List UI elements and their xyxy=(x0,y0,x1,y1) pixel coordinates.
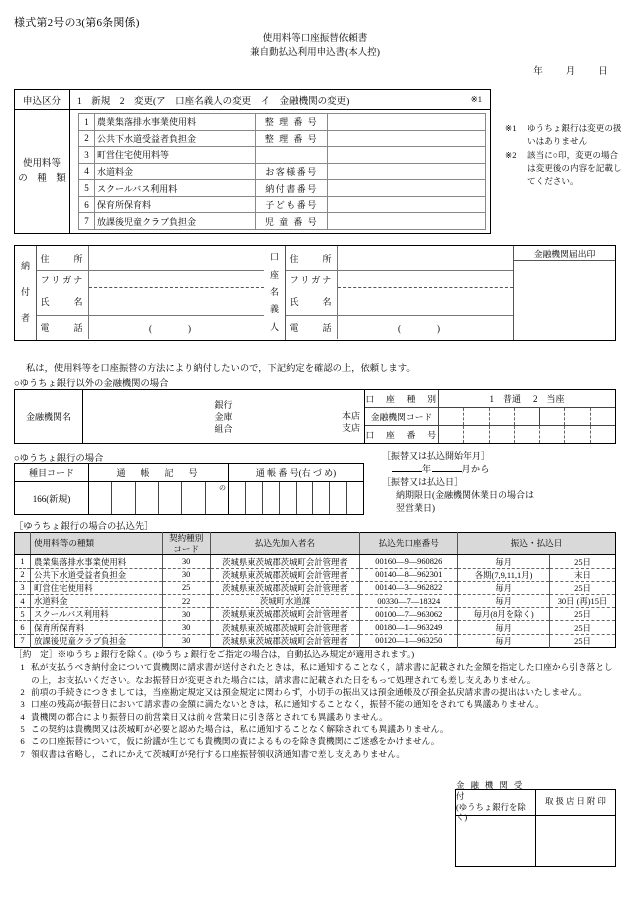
title-line-1: 使用料等口座振替依頼書 xyxy=(262,34,368,44)
yucho-number-cell[interactable] xyxy=(280,482,297,514)
account-number-cell[interactable] xyxy=(464,426,489,443)
holder-address-label: 住 所 xyxy=(286,246,338,270)
payee-table-row xyxy=(15,634,616,647)
account-number-cell[interactable] xyxy=(515,426,540,443)
payee-cell-kind: 水道料金 xyxy=(30,595,162,608)
fee-type-number: 7 xyxy=(79,213,95,230)
financial-institution-block xyxy=(14,389,616,444)
yucho-code-value: 166(新規) xyxy=(15,482,89,514)
payee-cell-no: 3 xyxy=(15,581,31,594)
financial-institution-name-input[interactable] xyxy=(83,390,365,443)
payee-header-no xyxy=(15,533,31,555)
yucho-symbol-cell[interactable] xyxy=(159,482,182,514)
payee-table-head xyxy=(15,533,616,555)
payee-cell-code: 30 xyxy=(162,634,210,647)
application-type-label: 申込区分 xyxy=(15,90,70,109)
yucho-symbol-header: 通 帳 記 号 xyxy=(89,464,229,481)
payee-cell-cycle: 毎月 xyxy=(458,555,550,568)
subheading-payee-table: ［ゆうちょ銀行の場合の払込先］ xyxy=(14,522,154,532)
payer-label-char-2: 付 xyxy=(20,287,30,298)
form-code: 様式第2号の3(第6条関係) xyxy=(14,17,140,29)
holder-address-row xyxy=(286,246,513,271)
document-title xyxy=(0,33,630,61)
fee-type-field-label: 納付書番号 xyxy=(256,180,328,197)
payee-cell-cycle: 毎月 xyxy=(458,634,550,647)
payee-header-code xyxy=(162,533,210,555)
fee-type-name: 放課後児童クラブ負担金 xyxy=(95,213,256,230)
payee-cell-cycle: 各期(7,9,11,1月) xyxy=(458,568,550,581)
date-month-label: 月 xyxy=(565,67,576,77)
fee-type-field-label: 子ども番号 xyxy=(256,196,328,213)
holder-label-char-4: 義 xyxy=(269,304,279,315)
institution-kind-kinko: 金庫 xyxy=(214,411,233,422)
payee-cell-code: 30 xyxy=(162,555,210,568)
payee-table-row xyxy=(15,568,616,581)
fee-type-name: 水道料金 xyxy=(95,163,256,180)
bank-code-cell[interactable] xyxy=(464,408,489,425)
payer-furigana-row xyxy=(37,271,264,288)
payee-cell-kind: スクールバス利用料 xyxy=(30,608,162,621)
bank-code-row xyxy=(365,408,615,426)
yucho-passbook-block xyxy=(14,463,364,515)
fee-types-label-line-1: 使用料等 xyxy=(22,159,61,170)
payee-cell-kind: 農業集落排水事業使用料 xyxy=(30,555,162,568)
yucho-symbol-cell[interactable] xyxy=(182,482,205,514)
payee-cell-cycle: 毎月(8月を除く) xyxy=(458,608,550,621)
payee-cell-code: 30 xyxy=(162,621,210,634)
payee-header-code-line-2: コード xyxy=(173,543,200,554)
account-detail-grid xyxy=(365,390,615,443)
transfer-start-label: ［振替又は払込開始年月］ xyxy=(382,451,491,461)
payee-cell-account: 00140—3—962822 xyxy=(360,581,458,594)
payee-cell-account: 00100—7—963062 xyxy=(360,608,458,621)
fee-type-number: 6 xyxy=(79,196,95,213)
fee-type-field-label: 整 理 番 号 xyxy=(256,114,328,131)
fee-type-row[interactable] xyxy=(79,196,486,213)
fee-type-number: 5 xyxy=(79,180,95,197)
payer-furigana-label: フリガナ xyxy=(37,271,89,288)
payee-cell-name: 茨城町水道課 xyxy=(210,595,360,608)
transfer-day-text-line-2: 翌営業日) xyxy=(396,503,435,514)
bank-code-cell[interactable] xyxy=(490,408,515,425)
payee-cell-kind: 放課後児童クラブ負担金 xyxy=(30,634,162,647)
payee-table-row xyxy=(15,621,616,634)
yucho-number-cell[interactable] xyxy=(347,482,363,514)
agreement-item-number: 1 xyxy=(20,662,25,673)
receipt-header-line-2: (ゆうちょ銀行を除く) xyxy=(456,802,526,823)
yucho-number-cell[interactable] xyxy=(263,482,280,514)
application-type-options[interactable] xyxy=(70,90,490,109)
fee-type-row[interactable] xyxy=(79,147,486,164)
transfer-start-month-blank[interactable] xyxy=(432,471,462,472)
handling-header: 取 扱 店 日 附 印 xyxy=(536,790,615,816)
payee-cell-account: 00160—9—960826 xyxy=(360,555,458,568)
payer-address-input[interactable] xyxy=(89,246,264,270)
payer-vertical-label xyxy=(15,246,37,340)
account-number-cell[interactable] xyxy=(540,426,565,443)
fee-type-field-label: お客様番号 xyxy=(256,163,328,180)
yucho-body-row xyxy=(15,482,363,514)
payer-furigana-input[interactable] xyxy=(89,271,264,288)
yucho-code-header: 種目コード xyxy=(15,464,89,481)
payee-cell-name: 茨城県東茨城郡茨城町会計管理者 xyxy=(210,581,360,594)
payee-cell-name: 茨城県東茨城郡茨城町会計管理者 xyxy=(210,555,360,568)
holder-fields xyxy=(286,246,513,340)
fee-type-name: 町営住宅使用料等 xyxy=(95,147,256,164)
agreement-item xyxy=(14,686,620,698)
agreement-item-text: この口座振替について，仮に紛議が生じても貴機関の責によるものを除き貴機関にご迷惑をかけません。 xyxy=(31,736,440,747)
application-note-mark: ※1 xyxy=(470,94,482,104)
fee-type-value-input[interactable] xyxy=(328,130,486,147)
fee-types-list xyxy=(70,110,490,233)
yucho-schedule-note xyxy=(382,450,622,515)
agreement-item xyxy=(14,748,620,760)
fee-type-name: 農業集落排水事業使用料 xyxy=(95,114,256,131)
institution-kind-options xyxy=(214,398,232,434)
holder-name-label: 氏 名 xyxy=(286,288,338,315)
fee-types-label-line-2: の 種 類 xyxy=(18,173,66,184)
payee-table-row xyxy=(15,608,616,621)
agreement-items xyxy=(14,661,620,760)
date-day-label: 日 xyxy=(598,67,608,77)
payer-name-label: 氏 名 xyxy=(37,288,89,315)
payee-table-row xyxy=(15,581,616,594)
branch-main-label: 本店 xyxy=(341,410,360,421)
agreement-item-text: 領収書は省略し，これにかえて茨城町が発行する口座振替領収済通知書で差し支えありません。 xyxy=(31,748,406,759)
fee-type-number: 3 xyxy=(79,147,95,164)
transfer-start-year-blank[interactable] xyxy=(392,471,422,472)
agreement-heading: ［約 定］※ゆうちょ銀行を除く。(ゆうちょ銀行をご指定の場合は，自動払込み規定が適用されます。) xyxy=(14,649,415,659)
side-note-1-text: ゆうちょ銀行は変更の扱いはありません xyxy=(527,123,622,146)
side-note-1 xyxy=(505,122,625,148)
receipt-stamp-box xyxy=(455,780,616,867)
institution-kind-bank: 銀行 xyxy=(214,399,233,410)
fee-type-field-label: 児 童 番 号 xyxy=(256,213,328,230)
title-line-2: 兼自動払込利用申込書(本人控) xyxy=(250,47,380,58)
fee-types-table xyxy=(78,113,486,230)
payee-cell-kind: 保育所保育料 xyxy=(30,621,162,634)
payer-tel-input[interactable] xyxy=(89,316,264,339)
bank-code-cell[interactable] xyxy=(515,408,540,425)
account-type-option-toza: 2 当座 xyxy=(533,394,565,404)
receipt-header-line-1: 金 融 機 関 受 付 xyxy=(456,780,525,801)
payee-cell-account: 00330—7—18324 xyxy=(360,595,458,608)
holder-furigana-label: フリガナ xyxy=(286,271,338,288)
payer-tel-paren: ( ) xyxy=(149,323,197,333)
payer-fields xyxy=(37,246,264,340)
payee-cell-cycle: 毎月 xyxy=(458,621,550,634)
fee-type-number: 1 xyxy=(79,114,95,131)
payee-cell-name: 茨城県東茨城郡茨城町会計管理者 xyxy=(210,634,360,647)
payer-label-char-3: 者 xyxy=(20,313,30,324)
transfer-start-year-label: 年 xyxy=(422,464,432,475)
fee-type-value-input[interactable] xyxy=(328,147,486,164)
receipt-column xyxy=(456,780,536,866)
bank-code-input-cells[interactable] xyxy=(439,408,615,425)
transfer-day-label: ［振替又は払込日］ xyxy=(382,477,464,488)
agreement-item xyxy=(14,723,620,735)
holder-tel-paren: ( ) xyxy=(398,323,446,333)
transfer-start-input[interactable] xyxy=(382,463,622,476)
payer-tel-row xyxy=(37,316,264,339)
side-note-2 xyxy=(505,149,625,188)
holder-label-char-1: 口 xyxy=(269,252,279,263)
agreement-item-text: 私が支払うべき納付金について貴機関に請求書が送付されたときは，私に通知することなく，請求書に記載された金額を指定した口座から引き落としの上，お支払いください。なお振替日が変更された場合には，請求書に記載された日をもって処理されても差し支えありません。 xyxy=(31,662,613,685)
account-type-label: 口 座 種 別 xyxy=(365,390,439,407)
account-number-cell[interactable] xyxy=(591,426,615,443)
holder-vertical-label xyxy=(264,246,286,340)
payee-cell-code: 30 xyxy=(162,568,210,581)
payee-header-row xyxy=(15,533,616,555)
payee-cell-no: 2 xyxy=(15,568,31,581)
payee-table xyxy=(14,532,616,648)
payee-cell-day: 25日 xyxy=(550,555,616,568)
yucho-number-header: 通 帳 番 号(右 づ め) xyxy=(255,468,337,478)
holder-address-input[interactable] xyxy=(338,246,513,270)
fee-type-value-input[interactable] xyxy=(328,213,486,230)
payee-cell-name: 茨城県東茨城郡茨城町会計管理者 xyxy=(210,568,360,581)
account-type-row xyxy=(365,390,615,408)
side-note-2-text: 該当に○印，変更の場合は変更後の内容を記載してください。 xyxy=(527,149,622,186)
agreement-item-text: 前項の手続きにつきましては，当座勘定規定又は預金規定に関わらず，小切手の振出又は預金通帳及び預金払戻請求書の提出はいたしません。 xyxy=(31,687,587,698)
payee-cell-code: 22 xyxy=(162,595,210,608)
agreement-item-text: 口座の残高が振替日において請求書の金額に満たないときは，私に通知することなく，振替不能の通知をされても異議ありません。 xyxy=(31,699,544,710)
account-type-options[interactable] xyxy=(439,390,615,407)
bank-code-cell[interactable] xyxy=(540,408,565,425)
yucho-symbol-cell[interactable] xyxy=(136,482,159,514)
payee-cell-day: 末日 xyxy=(550,568,616,581)
account-number-input-cells[interactable] xyxy=(439,426,615,443)
fee-type-field-label: 整 理 番 号 xyxy=(256,130,328,147)
payee-header-account: 払込先口座番号 xyxy=(360,533,458,555)
yucho-symbol-cells[interactable] xyxy=(89,482,229,514)
yucho-number-cell[interactable] xyxy=(330,482,347,514)
financial-institution-label: 金融機関名 xyxy=(15,390,83,443)
payee-table-row xyxy=(15,595,616,608)
fee-type-row[interactable] xyxy=(79,180,486,197)
payee-cell-account: 00120—1—963250 xyxy=(360,634,458,647)
payee-header-kind: 使用料等の種類 xyxy=(30,533,162,555)
payee-cell-code: 30 xyxy=(162,608,210,621)
payer-address-row xyxy=(37,246,264,271)
agreement-item-text: 貴機関の都合により振替日の前営業日又は前々営業日に引き落とされても異議ありません。 xyxy=(31,711,388,722)
payer-name-row xyxy=(37,288,264,316)
handling-column xyxy=(536,790,615,866)
handling-stamp-area[interactable] xyxy=(536,816,615,866)
subheading-yucho: ○ゆうちょ銀行の場合 xyxy=(14,454,104,464)
payee-table-row xyxy=(15,555,616,568)
fee-type-row[interactable] xyxy=(79,163,486,180)
payee-cell-cycle: 毎月 xyxy=(458,581,550,594)
yucho-symbol-cell[interactable] xyxy=(89,482,112,514)
yucho-number-cell[interactable] xyxy=(313,482,330,514)
fee-type-name: スクールバス利用料 xyxy=(95,180,256,197)
fee-type-row[interactable] xyxy=(79,130,486,147)
side-note-1-mark: ※1 xyxy=(505,123,517,133)
institution-kind-kumiai: 組合 xyxy=(214,423,233,434)
receipt-stamp-area[interactable] xyxy=(456,816,535,866)
bank-code-label: 金融機関コード xyxy=(365,408,439,425)
holder-tel-label: 電 話 xyxy=(286,316,338,339)
yucho-number-cells[interactable] xyxy=(229,482,363,514)
application-and-fee-types-block xyxy=(14,89,491,234)
fee-type-row[interactable] xyxy=(79,114,486,131)
yucho-number-cell[interactable] xyxy=(246,482,263,514)
payee-cell-no: 4 xyxy=(15,595,31,608)
account-number-cell[interactable] xyxy=(565,426,590,443)
payer-tel-label: 電 話 xyxy=(37,316,89,339)
yucho-no-mark: の xyxy=(218,484,226,492)
payee-cell-day: 30日 (再)15日 xyxy=(550,595,616,608)
bank-code-cell[interactable] xyxy=(565,408,590,425)
agreement-item-number: 2 xyxy=(20,687,25,698)
bank-code-cell[interactable] xyxy=(439,408,464,425)
payee-cell-day: 25日 xyxy=(574,636,591,646)
payee-header-code-line-1: 契約種別 xyxy=(168,533,204,543)
payee-cell-kind: 町営住宅使用料 xyxy=(30,581,162,594)
agreement-item-number: 6 xyxy=(20,736,25,747)
fee-type-number: 4 xyxy=(79,163,95,180)
fee-type-name: 保育所保育料 xyxy=(95,196,256,213)
subheading-non-yucho: ○ゆうちょ銀行以外の金融機関の場合 xyxy=(14,379,169,389)
application-type-row xyxy=(15,90,490,110)
yucho-symbol-cell[interactable] xyxy=(112,482,135,514)
payee-cell-cycle: 毎月 xyxy=(458,595,550,608)
holder-name-row xyxy=(286,288,513,316)
fee-type-value-input[interactable] xyxy=(328,196,486,213)
fee-type-value-input[interactable] xyxy=(328,180,486,197)
agreement-item-number: 5 xyxy=(20,724,25,735)
payee-table-body xyxy=(15,555,616,647)
fee-type-field-label xyxy=(256,147,328,164)
agreement-item-number: 3 xyxy=(20,699,25,710)
agreement-item-text: この契約は貴機関又は茨城町が必要と認めた場合は，私に通知することなく解除されても異議ありません。 xyxy=(31,724,449,735)
application-options-text: 1 新規 2 変更(ア 口座名義人の変更 イ 金融機関の変更) xyxy=(77,96,350,107)
agreement-item-number: 4 xyxy=(20,711,25,722)
yucho-number-cell[interactable] xyxy=(297,482,314,514)
transfer-start-month-label: 月から xyxy=(461,464,491,475)
payee-cell-account: 00180—1—963249 xyxy=(360,621,458,634)
date-year-label: 年 xyxy=(533,67,543,77)
fee-types-row xyxy=(15,110,490,233)
fee-type-value-input[interactable] xyxy=(328,163,486,180)
fee-type-row[interactable] xyxy=(79,213,486,230)
yucho-symbol-cell-no[interactable] xyxy=(206,482,228,514)
payee-cell-no: 5 xyxy=(15,608,31,621)
agreement-section xyxy=(14,648,620,760)
payer-name-input[interactable] xyxy=(89,288,264,315)
holder-tel-input[interactable] xyxy=(338,316,513,339)
account-type-option-futsu: 1 普通 xyxy=(489,394,521,404)
fee-types-label xyxy=(15,110,70,233)
branch-sub-label: 支店 xyxy=(341,423,360,433)
agreement-item xyxy=(14,661,620,686)
fee-type-number: 2 xyxy=(79,130,95,147)
payee-cell-day: 25日 xyxy=(550,608,616,621)
agreement-item-number: 7 xyxy=(20,748,25,759)
branch-options xyxy=(342,399,364,434)
seal-header-label: 金融機関届出印 xyxy=(514,246,615,261)
payee-cell-code: 25 xyxy=(162,581,210,594)
payee-cell-day: 25日 xyxy=(550,581,616,594)
payee-cell-name: 茨城県東茨城郡茨城町会計管理者 xyxy=(210,608,360,621)
holder-furigana-row xyxy=(286,271,513,288)
payee-cell-no: 6 xyxy=(15,621,31,634)
holder-furigana-input[interactable] xyxy=(338,271,513,288)
transfer-day-text-line-1: 納期限日(金融機関休業日の場合は xyxy=(396,490,534,501)
payee-cell-name: 茨城県東茨城郡茨城町会計管理者 xyxy=(210,621,360,634)
declaration-statement: 私は，使用料等を口座振替の方法により納付したいので，下記約定を確認の上，依頼します。 xyxy=(26,364,416,374)
agreement-item xyxy=(14,698,620,710)
payee-cell-kind: 公共下水道受益者負担金 xyxy=(30,568,162,581)
payee-cell-account: 00140—8—962301 xyxy=(360,568,458,581)
account-number-cell[interactable] xyxy=(439,426,464,443)
account-number-label: 口 座 番 号 xyxy=(365,426,439,443)
holder-tel-row xyxy=(286,316,513,339)
payer-and-holder-block xyxy=(14,245,616,341)
holder-label-char-2: 座 xyxy=(269,269,279,280)
agreement-item xyxy=(14,711,620,723)
payer-address-label: 住 所 xyxy=(37,246,89,270)
fee-type-value-input[interactable] xyxy=(328,114,486,131)
payee-header-name: 払込先加入者名 xyxy=(210,533,360,555)
payee-cell-no: 7 xyxy=(15,634,31,647)
fee-type-name: 公共下水道受益者負担金 xyxy=(95,130,256,147)
receipt-header xyxy=(456,780,535,823)
holder-name-input[interactable] xyxy=(338,288,513,315)
yucho-header-row xyxy=(15,464,363,482)
side-notes xyxy=(505,122,625,188)
holder-label-char-3: 名 xyxy=(269,287,279,298)
date-entry-line xyxy=(533,63,608,77)
seal-column xyxy=(513,246,615,340)
yucho-number-cell[interactable] xyxy=(229,482,246,514)
account-number-cell[interactable] xyxy=(490,426,515,443)
agreement-item xyxy=(14,735,620,747)
payee-cell-day: 25日 xyxy=(550,621,616,634)
payee-header-cycle-day: 振込・払込日 xyxy=(458,533,616,555)
holder-label-char-5: 人 xyxy=(269,321,279,332)
side-note-2-mark: ※2 xyxy=(505,149,517,160)
account-number-row xyxy=(365,426,615,443)
bank-code-cell[interactable] xyxy=(591,408,615,425)
payer-label-char-1: 納 xyxy=(20,261,30,272)
payee-cell-no: 1 xyxy=(15,555,31,568)
